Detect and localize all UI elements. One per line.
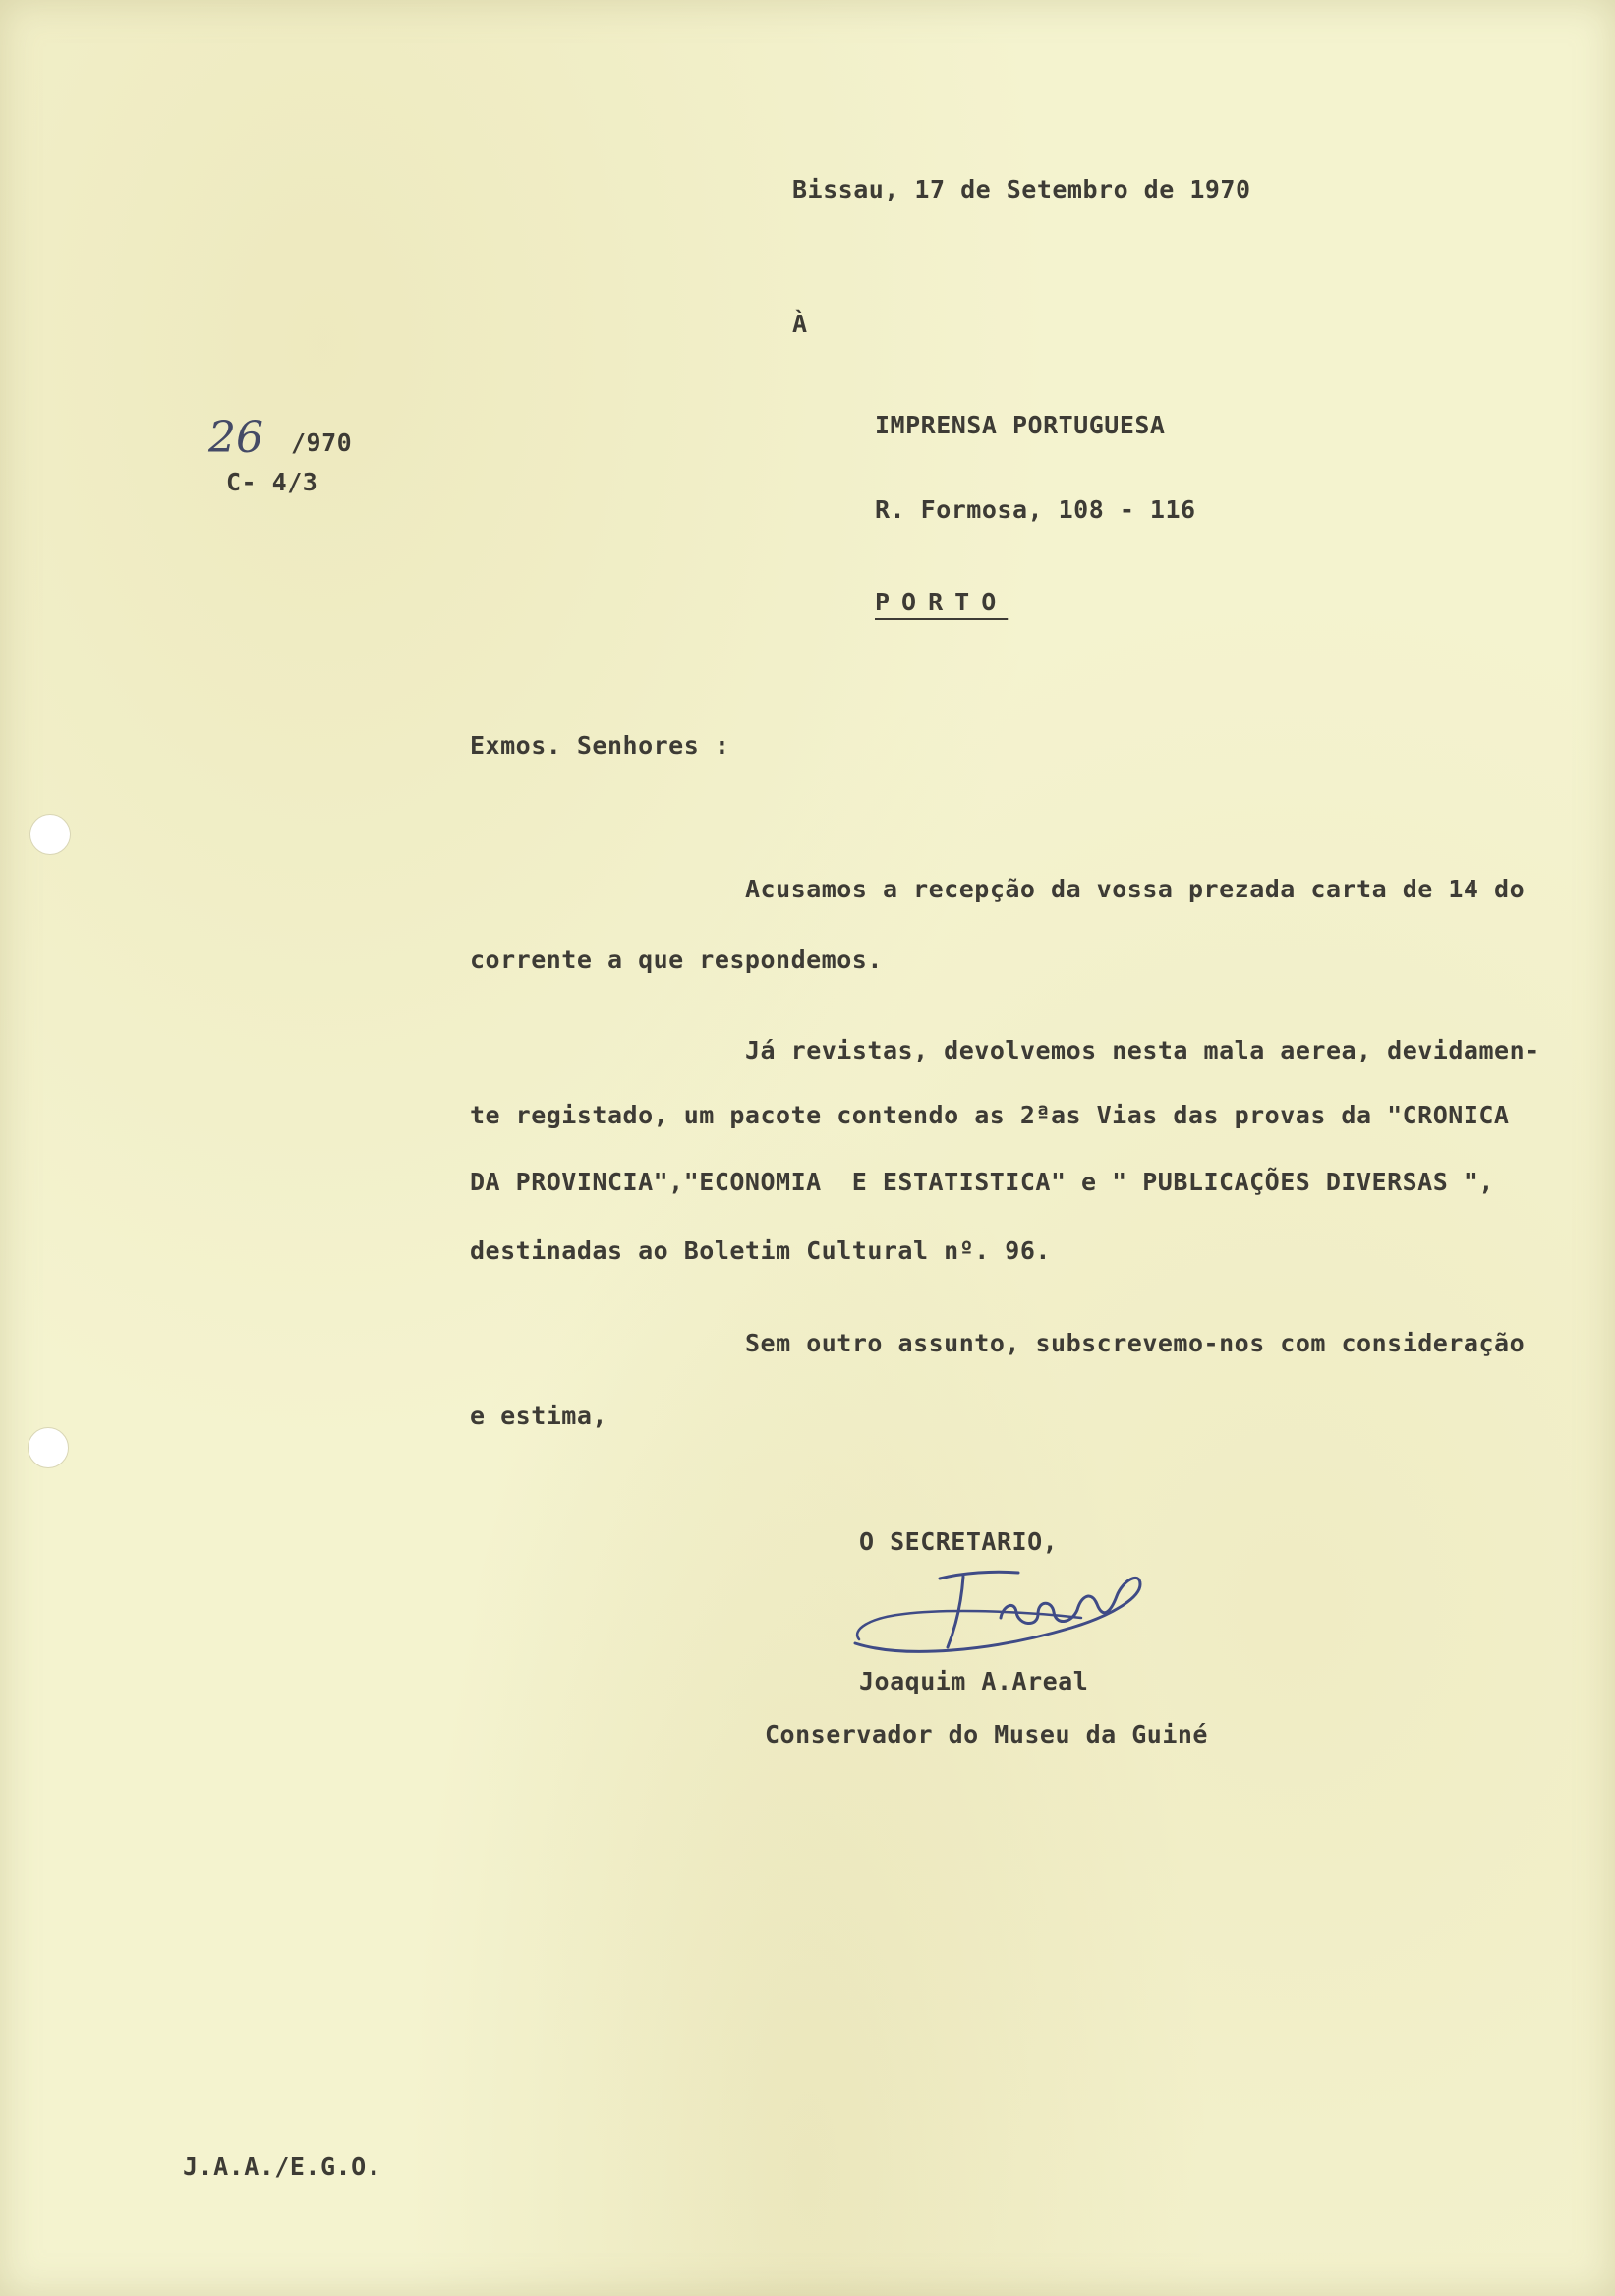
body-line-8: e estima, [470, 1402, 607, 1430]
signatory-title: Conservador do Museu da Guiné [765, 1720, 1208, 1749]
reference-code: C- 4/3 [226, 468, 318, 496]
handwritten-signature [845, 1557, 1170, 1665]
body-line-6: destinadas ao Boletim Cultural nº. 96. [470, 1236, 1051, 1265]
body-line-1: Acusamos a recepção da vossa prezada carta de 14 do [745, 875, 1526, 903]
typist-initials: J.A.A./E.G.O. [183, 2152, 382, 2181]
date-line: Bissau, 17 de Setembro de 1970 [792, 175, 1251, 203]
punch-hole-top [29, 814, 71, 855]
recipient-city: PORTO [875, 588, 1009, 616]
recipient-address: R. Formosa, 108 - 116 [875, 495, 1196, 524]
reference-block [208, 413, 405, 511]
to-marker: À [792, 310, 808, 338]
closing: O SECRETARIO, [859, 1527, 1059, 1556]
signatory-name: Joaquim A.Areal [859, 1667, 1089, 1695]
recipient-name: IMPRENSA PORTUGUESA [875, 411, 1166, 439]
body-line-5: DA PROVINCIA","ECONOMIA E ESTATISTICA" e " PUBLICAÇÕES DIVERSAS ", [470, 1168, 1494, 1196]
body-line-3: Já revistas, devolvemos nesta mala aerea, devidamen- [745, 1036, 1540, 1064]
reference-year: /970 [291, 429, 353, 457]
body-line-2: corrente a que respondemos. [470, 946, 883, 974]
body-line-7: Sem outro assunto, subscrevemo-nos com consideração [745, 1329, 1526, 1357]
body-line-4: te registado, um pacote contendo as 2ªas Vias das provas da "CRONICA [470, 1101, 1510, 1129]
salutation: Exmos. Senhores : [470, 731, 730, 760]
reference-number: 26 [208, 413, 263, 463]
punch-hole-bottom [28, 1427, 69, 1468]
